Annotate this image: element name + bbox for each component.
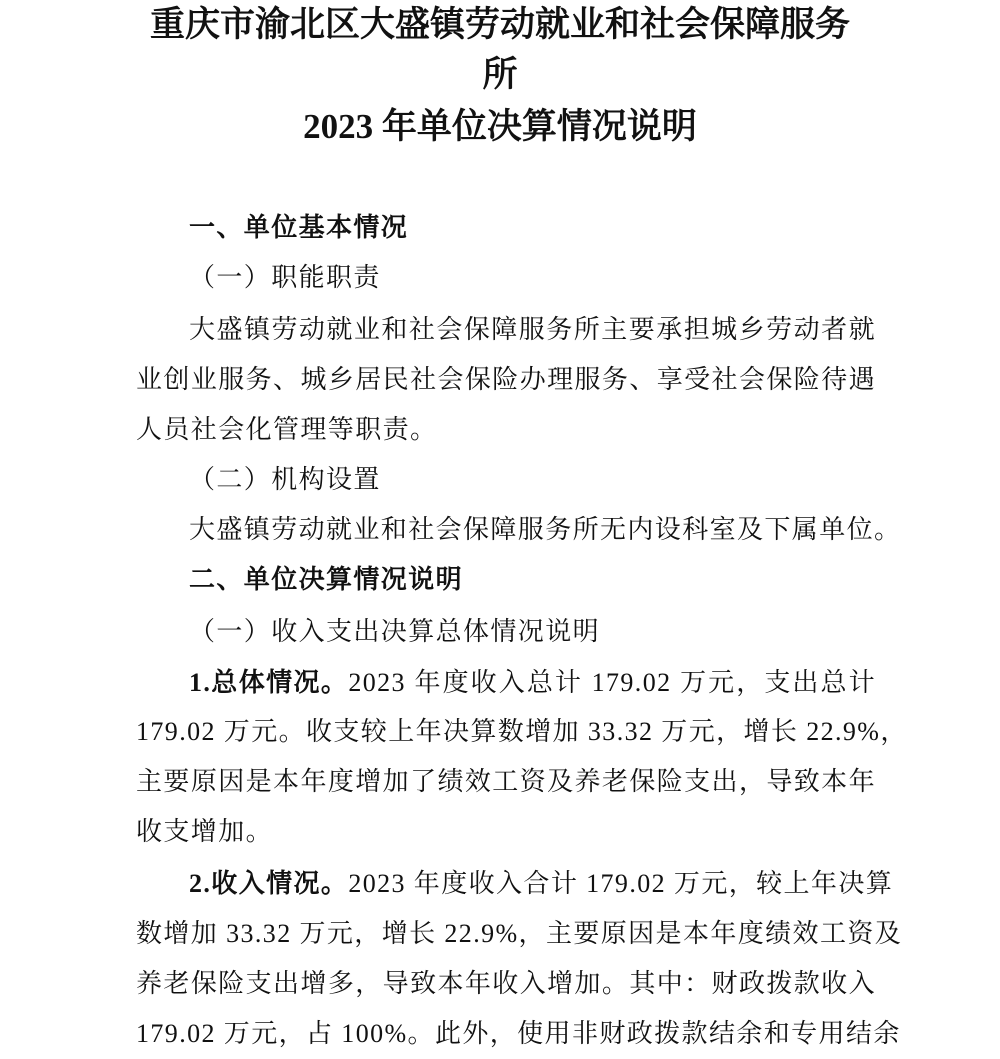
paragraph-text: 2023 年度收入总计 179.02 万元，支出总计 bbox=[348, 668, 876, 697]
paragraph-line: 收支增加。 bbox=[136, 817, 274, 846]
title-line-2: 所 bbox=[482, 55, 518, 94]
paragraph-line bbox=[189, 859, 894, 909]
subsection-heading: （一）职能职责 bbox=[189, 263, 381, 292]
paragraph-line: 大盛镇劳动就业和社会保障服务所无内设科室及下属单位。 bbox=[189, 515, 902, 544]
paragraph-line: 179.02 万元，占 100%。此外，使用非财政拨款结余和专用结余 bbox=[136, 1019, 901, 1048]
paragraph-line: 主要原因是本年度增加了绩效工资及养老保险支出，导致本年 bbox=[136, 767, 876, 796]
subsection-heading: （二）机构设置 bbox=[189, 465, 381, 494]
title-line-3: 2023 年单位决算情况说明 bbox=[303, 107, 697, 146]
paragraph-line: 业创业服务、城乡居民社会保险办理服务、享受社会保险待遇 bbox=[136, 365, 876, 394]
paragraph-line bbox=[189, 658, 876, 708]
paragraph-text: 2023 年度收入合计 179.02 万元，较上年决算 bbox=[348, 869, 894, 898]
subsection-heading: （一）收入支出决算总体情况说明 bbox=[189, 617, 601, 646]
title-line-1: 重庆市渝北区大盛镇劳动就业和社会保障服务 bbox=[149, 5, 850, 44]
paragraph-lead: 1.总体情况。 bbox=[189, 668, 349, 697]
paragraph-lead: 2.收入情况。 bbox=[189, 869, 349, 898]
paragraph-line: 人员社会化管理等职责。 bbox=[136, 415, 438, 444]
section-heading: 一、单位基本情况 bbox=[189, 213, 409, 242]
paragraph-line: 大盛镇劳动就业和社会保障服务所主要承担城乡劳动者就 bbox=[189, 315, 876, 344]
paragraph-line: 养老保险支出增多，导致本年收入增加。其中：财政拨款收入 bbox=[136, 969, 876, 998]
paragraph-line: 179.02 万元。收支较上年决算数增加 33.32 万元，增长 22.9%， bbox=[136, 717, 908, 746]
paragraph-line: 数增加 33.32 万元，增长 22.9%，主要原因是本年度绩效工资及 bbox=[136, 919, 903, 948]
section-heading: 二、单位决算情况说明 bbox=[189, 565, 464, 594]
